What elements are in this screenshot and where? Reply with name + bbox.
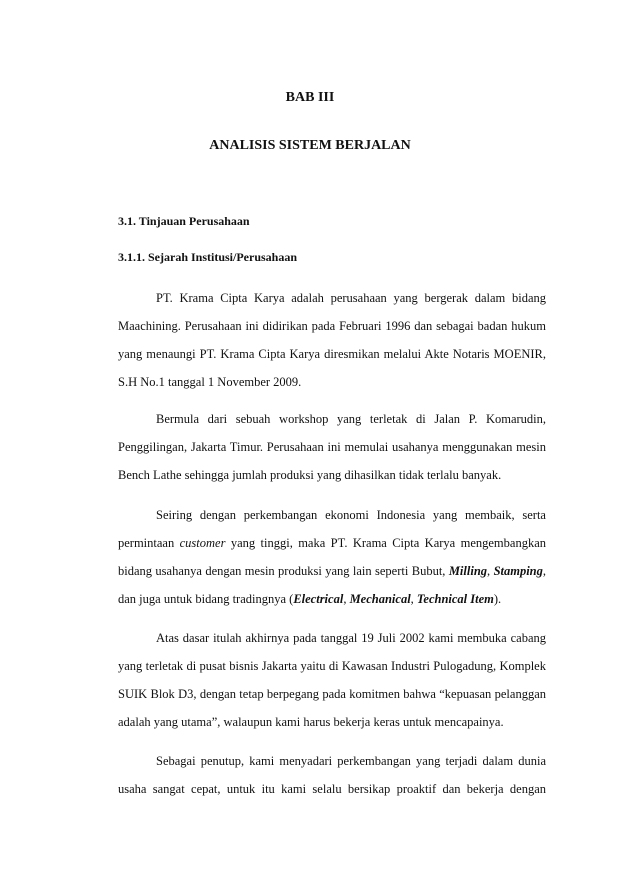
paragraph-5-line-2: usaha sangat cepat, untuk itu kami selalu bersikap proaktif dan bekerja dengan: [118, 782, 546, 796]
text-run: ,: [542, 564, 546, 578]
paragraph-1-line-4: S.H No.1 tanggal 1 November 2009.: [118, 375, 302, 389]
paragraph-4-line-2: yang terletak di pusat bisnis Jakarta yaitu di Kawasan Industri Pulogadung, Komplek: [118, 659, 546, 673]
italic-term-electrical: Electrical: [293, 592, 344, 606]
paragraph-4-line-4: adalah yang utama”, walaupun kami harus bekerja keras untuk mencapainya.: [118, 715, 504, 729]
text-run: ,: [487, 564, 494, 578]
text-run: yang tinggi, maka PT. Krama Cipta Karya mengembangkan: [225, 536, 546, 550]
text-run: permintaan: [118, 536, 180, 550]
paragraph-3-line-2: [118, 535, 546, 551]
paragraph-2-line-2: Penggilingan, Jakarta Timur. Perusahaan ini memulai usahanya menggunakan mesin: [118, 440, 546, 454]
section-heading-3-1-1: 3.1.1. Sejarah Institusi/Perusahaan: [118, 250, 298, 264]
italic-term-technical-item: Technical Item: [416, 592, 494, 606]
text-run: dan juga untuk bidang tradingnya (: [118, 592, 294, 606]
paragraph-1-line-3: yang menaungi PT. Krama Cipta Karya diresmikan melalui Akte Notaris MOENIR,: [118, 347, 546, 361]
chapter-title: ANALISIS SISTEM BERJALAN: [209, 138, 411, 153]
paragraph-3-line-1: Seiring dengan perkembangan ekonomi Indonesia yang membaik, serta: [156, 508, 546, 522]
section-heading-3-1: 3.1. Tinjauan Perusahaan: [118, 214, 250, 228]
chapter-number: BAB III: [285, 90, 335, 105]
italic-term-mechanical: Mechanical: [349, 592, 411, 606]
paragraph-3-line-4: [118, 591, 546, 607]
paragraph-3-line-3: [118, 563, 546, 579]
italic-term-stamping: Stamping: [493, 564, 543, 578]
text-run: bidang usahanya dengan mesin produksi yang lain seperti Bubut,: [118, 564, 449, 578]
paragraph-1-line-1: PT. Krama Cipta Karya adalah perusahaan yang bergerak dalam bidang: [156, 291, 546, 305]
paragraph-4-line-3: SUIK Blok D3, dengan tetap berpegang pada komitmen bahwa “kepuasan pelanggan: [118, 687, 546, 701]
italic-term-customer: customer: [179, 536, 226, 550]
paragraph-2-line-1: Bermula dari sebuah workshop yang terletak di Jalan P. Komarudin,: [156, 412, 546, 426]
text-run: ,: [410, 592, 417, 606]
paragraph-1-line-2: Maachining. Perusahaan ini didirikan pada Februari 1996 dan sebagai badan hukum: [118, 319, 546, 333]
paragraph-5-line-1: Sebagai penutup, kami menyadari perkembangan yang terjadi dalam dunia: [156, 754, 546, 768]
text-run: ,: [343, 592, 350, 606]
italic-term-milling: Milling: [448, 564, 488, 578]
text-run: ).: [493, 592, 502, 606]
paragraph-2-line-3: Bench Lathe sehingga jumlah produksi yang dihasilkan tidak terlalu banyak.: [118, 468, 502, 482]
paragraph-4-line-1: Atas dasar itulah akhirnya pada tanggal 19 Juli 2002 kami membuka cabang: [156, 631, 546, 645]
